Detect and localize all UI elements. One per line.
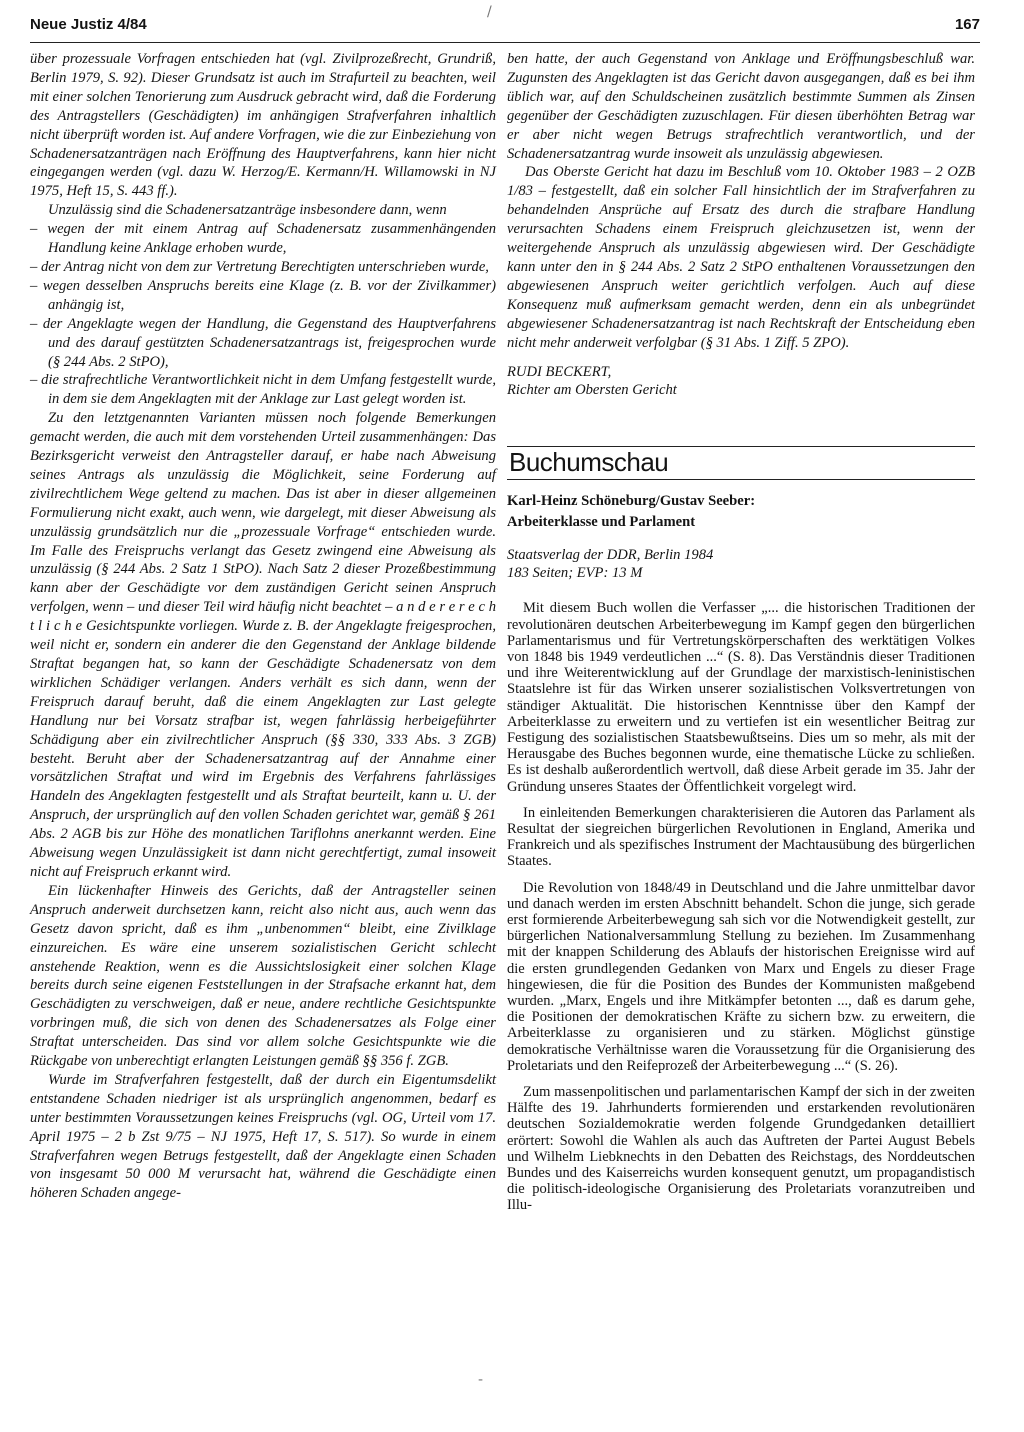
- book-title: Arbeiterklasse und Parlament: [507, 514, 696, 531]
- list-item: – wegen desselben Anspruchs bereits eine Klage (z. B. vor der Zivilkammer) anhängig ist,: [30, 277, 496, 313]
- paragraph: ben hatte, der auch Gegenstand von Anklage und Eröffnungsbeschluß war. Zugunsten des Angeklagten ist das Gericht davon ausgegangen, daß es bei ihm üblich war, auf den Schuldscheinen zusätzlich bestimmte Summen als Zinsen gegenüber der Geschädigten zuzuschlagen. Für diesen überhöhten Betrag war er aber nicht wegen Betrugs strafrechtlich verantwortlich, und der Schadenersatzantrag wurde insoweit als unzulässig abgewiesen.: [507, 51, 975, 162]
- header-rule: [30, 42, 980, 43]
- paragraph: Zu den letztgenannten Varianten müssen noch folgende Bemerkungen gemacht werden, die auch mit dem vorstehenden Urteil zusammenhängen: Das Bezirksgericht verweist den Antragsteller darauf, er habe nach Abweisung seines Antrags als unzulässig die Möglichkeit, seine Forderung auf zivilrechtlichem Wege geltend zu machen. Das ist aber in dieser allgemeinen Formulierung nicht exakt, auch wenn, wie dargelegt, mit dieser Abweisung als unzulässig grundsätzlich nur die „prozessuale Vorfrage“ entschieden wurde. Im Falle des Freispruchs verlangt das Gesetz zwingend eine Abweisung als unzulässig (§ 244 Abs. 2 Satz 1 StPO). Nach Satz 2 dieser Prozeßbestimmung kann aber der Geschädigte vor dem zuständigen Gericht seinen Anspruch verfolgen, wenn – und dieser Teil wird häufig nicht beachtet – a n d e r e r e c h t l i c h e Gesichtspunkte vorliegen. Wurde z. B. der Angeklagte freigesprochen, weil nicht er, sondern ein anderer die den Gegenstand der Anklage bildende Straftat begangen hat, so kann der Geschädigte Schadenersatz von dem wirklichen Schädiger verlangen. Anders verhält es sich dann, wenn der Freispruch darauf beruht, daß die einem Angeklagten zur Last gelegte Handlung nur bei Vorsatz strafbar ist, wegen fahrlässig herbeigeführter Schädigung aber ein zivilrechtlicher Anspruch (§§ 330, 333 Abs. 3 ZGB) besteht. Beruht aber der Schadenersatzantrag auf der Annahme einer vorsätzlichen Straftat und wird im Ergebnis des Verfahrens fahrlässiges Handeln des Angeklagten festgestellt und als Straftat beurteilt, kann u. U. der Anspruch, der ursprünglich auf den vollen Schaden gerichtet war, gemäß § 261 Abs. 2 AGB bis zur Höhe des monatlichen Tariflohns anerkannt werden. Eine Abweisung wegen Unzulässigkeit ist dann nicht gerechtfertigt, zumal insoweit nicht auf Freispruch erkannt wird.: [30, 410, 496, 880]
- author-signature: [507, 363, 975, 401]
- paragraph: Mit diesem Buch wollen die Verfasser „... die historischen Traditionen der revolutionären deutschen Arbeiterbewegung im Kampf gegen den bürgerlichen Parlamentarismus und für Vertretungskörperschaften des werktätigen Volkes von 1848 bis 1949 verdeutlichen ...“ (S. 8). Das Verständnis dieser Traditionen und ihre Weiterentwicklung auf der Grundlage der marxistisch-leninistischen Staatslehre ist für das Wirken unserer sozialistischen Volksvertretungen von ständiger Aktualität. Die historischen Kenntnisse über den Kampf der Arbeiterklasse zu erweitern und zu vertiefen ist ein wesentlicher Beitrag zur Festigung des sozialistischen Staatsbewußtseins. Dies um so mehr, als mit der Herausgabe des Buches begonnen wurde, eine thematische Lücke zu schließen. Es ist deshalb außerordentlich wertvoll, daß diese Arbeit gerade im 35. Jahr der Gründung unseres Staates der Öffentlichkeit vorgelegt wird.: [507, 600, 975, 795]
- paragraph: Ein lückenhafter Hinweis des Gerichts, daß der Antragsteller seinen Anspruch anderweit durchsetzen kann, reicht also nicht aus, auch wenn das Gesetz davon spricht, daß es ihm „unbenommen“ bleibt, eine Zivilklage einzureichen. Es wäre eine unserem sozialistischen Gericht schlecht anstehende Reaktion, wenn es die Aussichtslosigkeit einer solchen Klage bereits durch seine eigenen Feststellungen in der Strafsache erkannt hat, dem Geschädigten zu verschweigen, daß er neue, andere rechtliche Gesichtspunkte vorbringen muß, die sich von denen des Schadenersatzes als Folge einer Straftat unterscheiden. Das sind vor allem solche Gesichtspunkte wie die Rückgabe von unberechtigt erlangten Leistungen gemäß §§ 356 f. ZGB.: [30, 882, 496, 1070]
- author-title: Richter am Obersten Gericht: [507, 382, 677, 399]
- scan-mark-top: /: [487, 4, 492, 20]
- list-item: – die strafrechtliche Verantwortlichkeit nicht in dem Umfang festgestellt wurde, in dem sie dem Angeklagten mit der Anklage zur Last gelegt worden ist.: [30, 372, 496, 408]
- list-item: – wegen der mit einem Antrag auf Schadenersatz zusammenhängenden Handlung keine Anklage erhoben wurde,: [30, 221, 496, 257]
- paragraph: Wurde im Strafverfahren festgestellt, daß der durch ein Eigentumsdelikt entstandene Schaden niedriger ist als ursprünglich angenommen, bedarf es unter bestimmten Voraussetzungen keines Freispruchs (vgl. OG, Urteil vom 17. April 1975 – 2 b Zst 9/75 – NJ 1975, Heft 17, S. 517). So wurde in einem Strafverfahren wegen Betrugs festgestellt, daß der Angeklagte einen Schaden von insgesamt 50 000 M verursacht hat, während die Geschädigte einen höheren Schaden angege-: [30, 1071, 496, 1202]
- page-number: 167: [954, 16, 980, 33]
- paragraph: Das Oberste Gericht hat dazu im Beschluß vom 10. Oktober 1983 – 2 OZB 1/83 – festgestellt, daß ein solcher Fall hinsichtlich der im Strafverfahren zu behandelnden Ansprüche auf Ersatz des durch die strafbare Handlung verursachten Schadens einem Freispruch gleichzusetzen ist, wenn der weitergehende Anspruch als unzulässig abgewiesen wird. Der Geschädigte kann unter den in § 244 Abs. 2 Satz 2 StPO enthaltenen Voraussetzungen den abgewiesenen Anspruch weiter gerichtlich verfolgen. Auch auf diese Konsequenz muß aufmerksam gemacht werden, denn ein als unbegründet abgewiesener Schadenersatzantrag ist nach Rechtskraft der Entscheidung eben nicht mehr anderweit verfolgbar (§ 31 Abs. 1 Ziff. 5 ZPO).: [507, 164, 975, 351]
- list-item: – der Angeklagte wegen der Handlung, die Gegenstand des Hauptverfahrens und des darauf gestützten Schadenersatzantrags ist, freigesprochen wurde (§ 244 Abs. 2 StPO),: [30, 315, 496, 370]
- book-publisher: Staatsverlag der DDR, Berlin 1984: [507, 547, 714, 564]
- book-authors: Karl-Heinz Schöneburg/Gustav Seeber:: [507, 493, 756, 510]
- author-name: RUDI BECKERT,: [507, 363, 612, 380]
- paragraph: Die Revolution von 1848/49 in Deutschland und die Jahre unmittelbar davor und danach werden im ersten Abschnitt behandelt. Schon die junge, sich gerade erst formierende Arbeiterbewegung sah sich vor die Notwendigkeit gestellt, zur bürgerlichen Nationalversammlung Stellung zu beziehen. Im Zusammenhang mit der knappen Schilderung des Ablaufs der historischen Ereignisse wird auf die ersten grundlegenden Gedanken von Marx und Engels zu dieser Frage hingewiesen, die für die Position des Bundes der Kommunisten maßgebend wurden. „Marx, Engels und ihre Mitkämpfer betonten ..., daß es darum gehe, die Positionen der demokratischen Kräfte zu sichern bzw. zu erweitern, die Arbeiterklasse zu organisieren und zu stärken. Möglichst günstige demokratische Verhältnisse waren die Voraussetzung für die Organisierung des Proletariats und den Reifeprozeß der Arbeiterbewegung ...“ (S. 26).: [507, 879, 975, 1074]
- left-column: [30, 50, 496, 1203]
- inadmissibility-list: [30, 220, 496, 409]
- paragraph: Zum massenpolitischen und parlamentarischen Kampf der sich in der zweiten Hälfte des 19. Jahrhunderts formierenden und erstarkenden revolutionären deutschen Sozialdemokratie werden folgende Grundgedanken detailliert erörtert: Sowohl die Wahlen als auch das Auftreten der Partei August Bebels und Wilhelm Liebknechts in den Debatten des Reichstags, des Norddeutschen Bundes und des Kaiserreichs wurden konsequent genutzt, um propagandistisch die politisch-ideologische Organisierung des Proletariats voranzutreiben und Illu-: [507, 1084, 975, 1214]
- page-header: [30, 16, 980, 44]
- paragraph: In einleitenden Bemerkungen charakterisieren die Autoren das Parlament als Resultat der siegreichen bürgerlichen Revolutionen in England, Amerika und Frankreich und als spezifisches Instrument der Machtausübung des bürgerlichen Staates.: [507, 804, 975, 870]
- scan-mark-bottom: -: [478, 1372, 484, 1388]
- book-review-section: [507, 446, 975, 1213]
- right-column: [507, 50, 975, 1224]
- list-item: – der Antrag nicht von dem zur Vertretung Berechtigten unterschrieben wurde,: [30, 258, 489, 275]
- book-publication-info: [507, 546, 975, 582]
- book-pages-price: 183 Seiten; EVP: 13 M: [507, 565, 643, 582]
- journal-title: Neue Justiz 4/84: [30, 16, 147, 33]
- commentary-continuation: [507, 50, 975, 400]
- paragraph: Unzulässig sind die Schadenersatzanträge insbesondere dann, wenn: [48, 202, 447, 219]
- section-title: Buchumschau: [507, 446, 975, 480]
- paragraph: über prozessuale Vorfragen entschieden hat (vgl. Zivilprozeßrecht, Grundriß, Berlin 1979, S. 92). Dieser Grundsatz ist auch im Strafurteil zu beachten, weil mit einer solchen Tenorierung zum Ausdruck gebracht wird, daß die Forderung des Antragstellers (Geschädigten) im anhängigen Strafverfahren inhaltlich nicht überprüft worden ist. Auf andere Vorfragen, wie die zur Einbeziehung von Schadenersatzanträgen nach Eröffnung des Hauptverfahrens, kann hier nicht eingegangen werden (vgl. dazu W. Herzog/E. Kermann/H. Willamowski in NJ 1975, Heft 15, S. 443 ff.).: [30, 51, 496, 200]
- review-body: [507, 600, 975, 1213]
